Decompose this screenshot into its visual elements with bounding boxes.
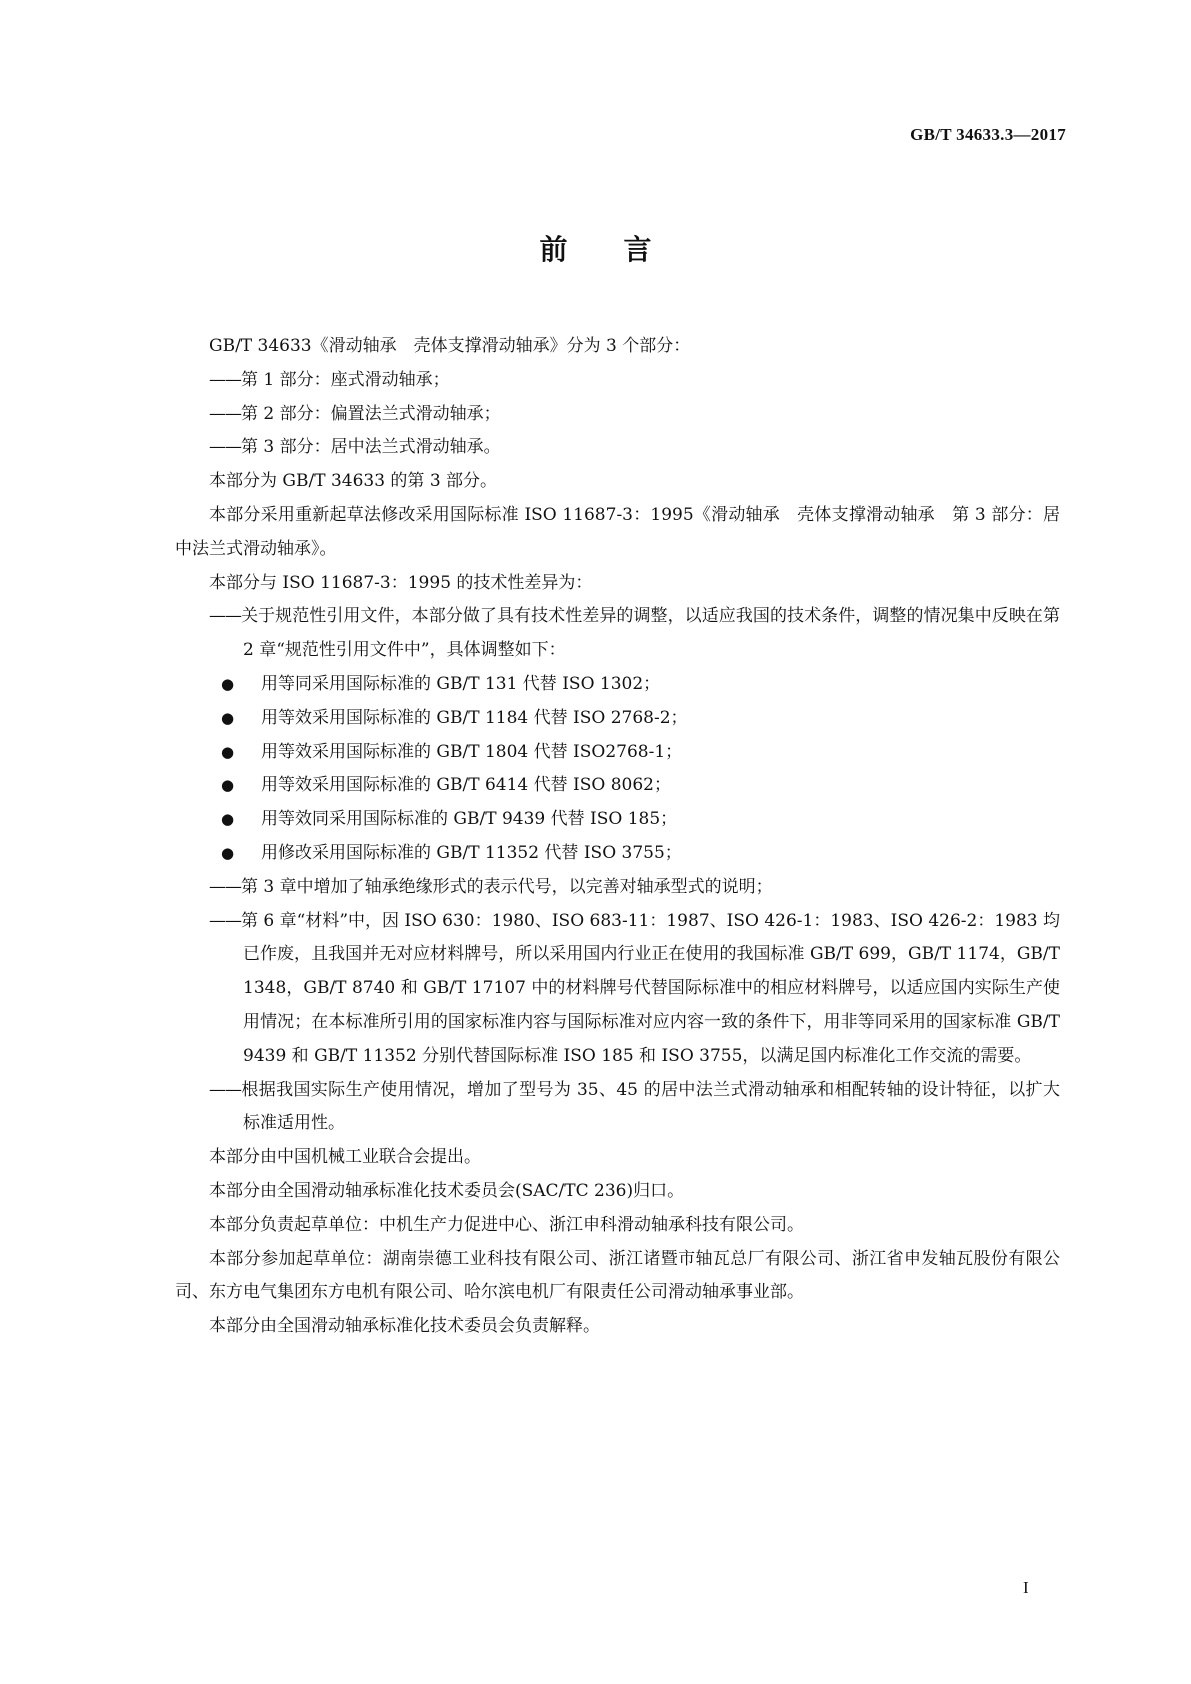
dash-mark: —— <box>209 606 241 627</box>
centralized-paragraph: 本部分由全国滑动轴承标准化技术委员会(SAC/TC 236)归口。 <box>209 1180 685 1201</box>
bullet-dot: ● <box>221 810 235 829</box>
bullet-dot: ● <box>221 742 235 761</box>
bullet-dot: ● <box>221 843 235 862</box>
bullet-dot: ● <box>221 708 235 727</box>
bullet-item <box>175 668 1060 702</box>
part-item-text: 第 3 部分：居中法兰式滑动轴承。 <box>241 437 501 458</box>
interpretation-paragraph: 本部分由全国滑动轴承标准化技术委员会负责解释。 <box>209 1316 600 1337</box>
part-item <box>175 364 1060 398</box>
dash-mark: —— <box>209 1079 241 1100</box>
bullet-item <box>175 803 1060 837</box>
difference-text: 关于规范性引用文件，本部分做了具有技术性差异的调整，以适应我国的技术条件，调整的情况集中反映在第 2 章“规范性引用文件中”，具体调整如下： <box>241 606 1060 661</box>
difference-item <box>209 1074 1060 1142</box>
difference-text: 根据我国实际生产使用情况，增加了型号为 35、45 的居中法兰式滑动轴承和相配转轴的设计特征，以扩大标准适用性。 <box>241 1079 1060 1134</box>
dash-mark: —— <box>209 369 241 390</box>
dash-mark: —— <box>209 403 241 424</box>
page-number: I <box>1023 1578 1029 1597</box>
difference-text: 第 6 章“材料”中，因 ISO 630：1980、ISO 683-11：1987、ISO 426-1：1983、ISO 426-2：1983 均已作废，且我国并无对应材料牌号，所以采用国内行业正在使用的我国标准 GB/T 699，GB/T 1174，GB/T 1348，GB/T 8740 和 GB/T 17107 中的材料牌号代替国际标准中的相应材料牌号，以适应国内实际生产使用情况；在本标准所引用的国家标准内容与国际标准对应内容一致的条件下，用非等同采用的国家标准 GB/T 9439 和 GB/T 11352 分别代替国际标准 ISO 185 和 ISO 3755，以满足国内标准化工作交流的需要。 <box>241 910 1060 1066</box>
bullet-text: 用等效采用国际标准的 GB/T 1804 代替 ISO2768-1； <box>261 741 683 762</box>
bullet-text: 用等效同采用国际标准的 GB/T 9439 代替 ISO 185； <box>261 809 678 830</box>
bullet-text: 用等同采用国际标准的 GB/T 131 代替 ISO 1302； <box>261 673 661 694</box>
standard-code: GB/T 34633.3—2017 <box>910 125 1066 144</box>
intro-paragraph: GB/T 34633《滑动轴承 壳体支撑滑动轴承》分为 3 个部分： <box>209 336 691 356</box>
bullet-dot: ● <box>221 776 235 795</box>
bullet-text: 用等效采用国际标准的 GB/T 6414 代替 ISO 8062； <box>261 775 671 796</box>
dash-mark: —— <box>209 437 241 458</box>
part-item-text: 第 2 部分：偏置法兰式滑动轴承； <box>241 403 501 424</box>
part-item <box>175 431 1060 465</box>
bullet-item <box>175 736 1060 770</box>
bullet-text: 用等效采用国际标准的 GB/T 1184 代替 ISO 2768-2； <box>261 707 688 728</box>
page-title: 前言 <box>539 233 708 266</box>
differences-intro: 本部分与 ISO 11687-3：1995 的技术性差异为： <box>209 572 593 593</box>
dash-mark: —— <box>209 876 241 897</box>
preface-body <box>175 330 1060 1344</box>
bullet-dot: ● <box>221 674 235 693</box>
part-item <box>175 398 1060 432</box>
drafting-lead-paragraph: 本部分负责起草单位：中机生产力促进中心、浙江申科滑动轴承科技有限公司。 <box>209 1214 804 1235</box>
dash-mark: —— <box>209 910 241 931</box>
this-part-paragraph: 本部分为 GB/T 34633 的第 3 部分。 <box>209 471 498 492</box>
difference-item <box>209 600 1060 668</box>
bullet-text: 用修改采用国际标准的 GB/T 11352 代替 ISO 3755； <box>261 842 682 863</box>
part-item-text: 第 1 部分：座式滑动轴承； <box>241 369 450 390</box>
bullet-item <box>175 702 1060 736</box>
bullet-item <box>175 769 1060 803</box>
difference-item <box>209 905 1060 1074</box>
difference-item <box>209 871 1060 905</box>
adoption-paragraph: 本部分采用重新起草法修改采用国际标准 ISO 11687-3：1995《滑动轴承 壳体支撑滑动轴承 第 3 部分：居中法兰式滑动轴承》。 <box>175 504 1060 559</box>
bullet-item <box>175 837 1060 871</box>
proposed-paragraph: 本部分由中国机械工业联合会提出。 <box>209 1147 481 1168</box>
drafting-participants-paragraph: 本部分参加起草单位：湖南崇德工业科技有限公司、浙江诸暨市轴瓦总厂有限公司、浙江省申发轴瓦股份有限公司、东方电气集团东方电机有限公司、哈尔滨电机厂有限责任公司滑动轴承事业部。 <box>175 1248 1060 1303</box>
difference-text: 第 3 章中增加了轴承绝缘形式的表示代号，以完善对轴承型式的说明； <box>241 876 773 897</box>
